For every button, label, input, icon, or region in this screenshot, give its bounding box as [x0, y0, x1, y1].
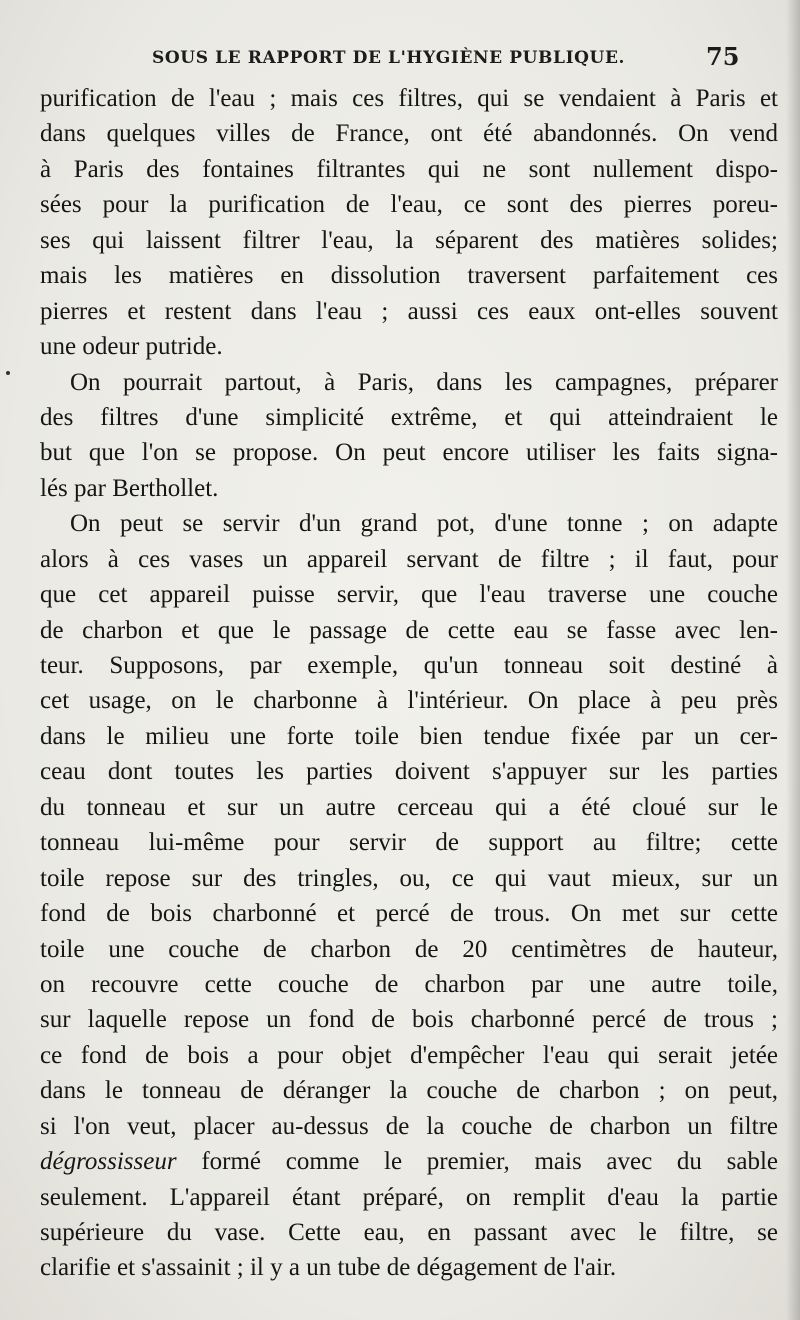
- text-line: sur laquelle repose un fond de bois charbonné percé de trous ;: [40, 1006, 778, 1034]
- text-line: lés par Berthollet.: [40, 474, 219, 502]
- text-line: toile repose sur des tringles, ou, ce qui vaut mieux, sur un: [40, 864, 778, 892]
- text-line: ce fond de bois a pour objet d'empêcher l'eau qui serait jetée: [40, 1041, 778, 1069]
- text-line: dans le milieu une forte toile bien tendue fixée par un cer-: [40, 722, 778, 750]
- text-line: mais les matières en dissolution traversent parfaitement ces: [40, 262, 778, 290]
- text-line: ses qui laissent filtrer l'eau, la séparent des matières solides;: [40, 226, 778, 254]
- page-number: 75: [706, 42, 740, 71]
- paragraph-start-line: On peut se servir d'un grand pot, d'une tonne ; on adapte: [70, 510, 778, 538]
- text-line: du tonneau et sur un autre cerceau qui a été cloué sur le: [40, 793, 778, 821]
- text-line: dans le tonneau de déranger la couche de charbon ; on peut,: [40, 1077, 778, 1105]
- text-line: des filtres d'une simplicité extrême, et qui atteindraient le: [40, 403, 778, 431]
- text-line: cet usage, on le charbonne à l'intérieur. On place à peu près: [40, 687, 778, 715]
- text-line: supérieure du vase. Cette eau, en passant avec le filtre, se: [40, 1219, 778, 1246]
- page-header: [0, 38, 800, 78]
- text-line: purification de l'eau ; mais ces filtres, qui se vendaient à Paris et: [40, 85, 778, 112]
- text-line: si l'on veut, placer au-dessus de la couche de charbon un filtre: [40, 1112, 778, 1140]
- text-line: une odeur putride.: [40, 333, 223, 361]
- text-line-with-italic: [40, 1144, 778, 1179]
- text-line: but que l'on se propose. On peut encore utiliser les faits signa-: [40, 439, 778, 467]
- text-line: tonneau lui-même pour servir de support au filtre; cette: [40, 829, 778, 857]
- running-title: SOUS LE RAPPORT DE L'HYGIÈNE PUBLIQUE.: [152, 48, 626, 68]
- page-edge-shadow: [786, 0, 800, 1320]
- text-line: alors à ces vases un appareil servant de filtre ; il faut, pour: [40, 545, 778, 573]
- text-line: de charbon et que le passage de cette eau se fasse avec len-: [40, 616, 778, 644]
- paragraph-start-line: On pourrait partout, à Paris, dans les campagnes, préparer: [70, 368, 778, 396]
- text-line: dans quelques villes de France, ont été abandonnés. On vend: [40, 120, 778, 148]
- text-line: toile une couche de charbon de 20 centimètres de hauteur,: [40, 935, 778, 963]
- text-line: on recouvre cette couche de charbon par une autre toile,: [40, 970, 778, 998]
- text-line: que cet appareil puisse servir, que l'eau traverse une couche: [40, 581, 778, 609]
- text-line: teur. Supposons, par exemple, qu'un tonneau soit destiné à: [40, 652, 778, 679]
- text-line: seulement. L'appareil étant préparé, on remplit d'eau la partie: [40, 1183, 778, 1211]
- text-line: à Paris des fontaines filtrantes qui ne sont nullement dispo-: [40, 155, 778, 183]
- text-line: fond de bois charbonné et percé de trous. On met sur cette: [40, 900, 778, 928]
- text-line: pierres et restent dans l'eau ; aussi ces eaux ont-elles souvent: [40, 297, 778, 325]
- text-segment: formé comme le premier, mais avec du sable: [201, 1148, 778, 1176]
- italic-term: dégrossisseur: [40, 1148, 177, 1176]
- text-line: clarifie et s'assainit ; il y a un tube de dégagement de l'air.: [40, 1254, 617, 1282]
- body-text: [40, 81, 778, 1286]
- margin-speck: [6, 371, 10, 375]
- text-line: sées pour la purification de l'eau, ce sont des pierres poreu-: [40, 191, 778, 219]
- text-line: ceau dont toutes les parties doivent s'appuyer sur les parties: [40, 758, 778, 786]
